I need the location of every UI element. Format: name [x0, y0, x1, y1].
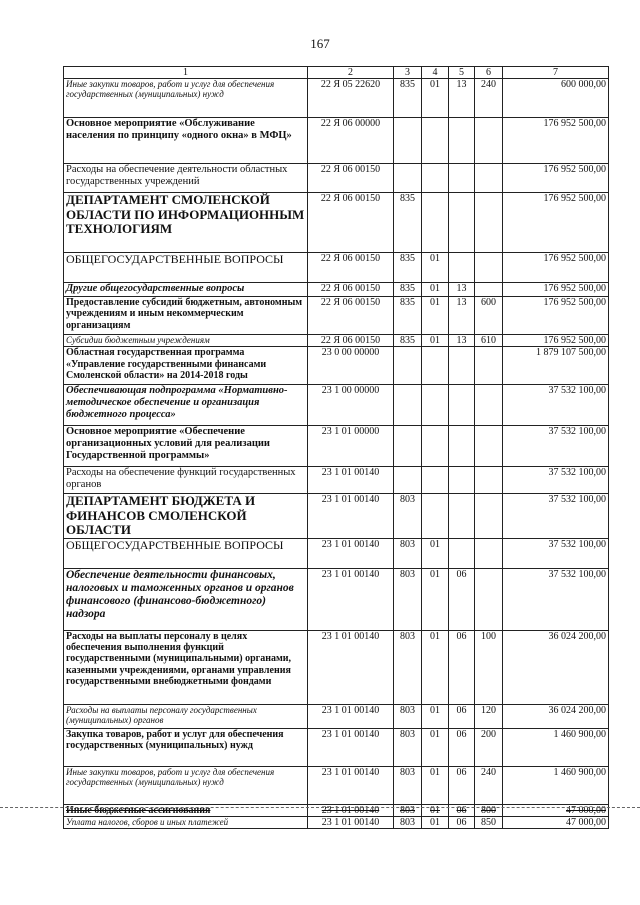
subsection-code: 06 [449, 817, 475, 829]
row-name: ОБЩЕГОСУДАРСТВЕННЫЕ ВОПРОСЫ [64, 253, 308, 283]
column-number: 3 [394, 67, 422, 79]
row-name: Расходы на выплаты персоналу государственных (муниципальных) органов [64, 705, 308, 729]
section-code [422, 118, 449, 164]
expense-type-code [475, 164, 503, 193]
section-code: 01 [422, 297, 449, 335]
amount: 37 532 100,00 [503, 494, 609, 539]
expense-type-code: 120 [475, 705, 503, 729]
target-article-code: 23 1 01 00140 [308, 467, 394, 494]
amount: 37 532 100,00 [503, 539, 609, 569]
subsection-code [449, 467, 475, 494]
admin-code: 835 [394, 79, 422, 118]
admin-code [394, 164, 422, 193]
target-article-code: 22 Я 06 00000 [308, 118, 394, 164]
budget-table-body [64, 67, 609, 829]
amount: 176 952 500,00 [503, 297, 609, 335]
section-code: 01 [422, 335, 449, 347]
row-name: Областная государственная программа «Управление государственными финансами Смоленской области» на 2014-2018 годы [64, 347, 308, 385]
admin-code: 803 [394, 767, 422, 805]
column-number-row [64, 67, 609, 79]
budget-table [63, 66, 609, 829]
admin-code: 803 [394, 494, 422, 539]
admin-code: 803 [394, 705, 422, 729]
table-row [64, 539, 609, 569]
expense-type-code: 600 [475, 297, 503, 335]
subsection-code [449, 347, 475, 385]
admin-code [394, 385, 422, 426]
expense-type-code [475, 569, 503, 631]
row-name: Предоставление субсидий бюджетным, автономным учреждениям и иным некоммерческим организациям [64, 297, 308, 335]
expense-type-code [475, 347, 503, 385]
target-article-code: 23 1 01 00140 [308, 767, 394, 805]
table-row [64, 193, 609, 253]
amount: 176 952 500,00 [503, 335, 609, 347]
section-code [422, 164, 449, 193]
row-name: Расходы на обеспечение деятельности областных государственных учреждений [64, 164, 308, 193]
target-article-code: 22 Я 06 00150 [308, 283, 394, 297]
amount: 176 952 500,00 [503, 283, 609, 297]
expense-type-code [475, 426, 503, 467]
subsection-code [449, 539, 475, 569]
section-code: 01 [422, 79, 449, 118]
target-article-code: 22 Я 05 22620 [308, 79, 394, 118]
section-code [422, 494, 449, 539]
scan-artifact-line [0, 807, 640, 808]
admin-code [394, 426, 422, 467]
table-row [64, 385, 609, 426]
amount: 176 952 500,00 [503, 164, 609, 193]
section-code: 01 [422, 631, 449, 705]
table-row [64, 494, 609, 539]
subsection-code [449, 494, 475, 539]
row-name: Иные закупки товаров, работ и услуг для обеспечения государственных (муниципальных) нужд [64, 767, 308, 805]
section-code [422, 426, 449, 467]
section-code: 01 [422, 539, 449, 569]
admin-code: 803 [394, 569, 422, 631]
section-code: 01 [422, 283, 449, 297]
subsection-code [449, 164, 475, 193]
target-article-code: 23 1 01 00140 [308, 805, 394, 817]
row-name: Основное мероприятие «Обеспечение организационных условий для реализации Государственной программы» [64, 426, 308, 467]
row-name: Иные закупки товаров, работ и услуг для обеспечения государственных (муниципальных) нужд [64, 79, 308, 118]
row-name: Обеспечивающая подпрограмма «Нормативно-методическое обеспечение и организация бюджетного процесса» [64, 385, 308, 426]
section-code [422, 347, 449, 385]
target-article-code: 23 1 00 00000 [308, 385, 394, 426]
column-number: 7 [503, 67, 609, 79]
amount: 37 532 100,00 [503, 426, 609, 467]
section-code [422, 193, 449, 253]
target-article-code: 23 1 01 00140 [308, 817, 394, 829]
table-row [64, 79, 609, 118]
amount: 47 000,00 [503, 817, 609, 829]
column-number: 1 [64, 67, 308, 79]
subsection-code: 13 [449, 79, 475, 118]
subsection-code: 06 [449, 569, 475, 631]
admin-code [394, 347, 422, 385]
expense-type-code: 100 [475, 631, 503, 705]
subsection-code [449, 426, 475, 467]
row-name: Расходы на выплаты персоналу в целях обеспечения выполнения функций государственными (муниципальными) органами, казенными учреждениями, органами управления государственными внебюджетными фондами [64, 631, 308, 705]
target-article-code: 23 1 01 00140 [308, 729, 394, 767]
table-row [64, 297, 609, 335]
target-article-code: 23 1 01 00140 [308, 631, 394, 705]
admin-code: 835 [394, 335, 422, 347]
table-row [64, 467, 609, 494]
amount: 37 532 100,00 [503, 467, 609, 494]
column-number: 2 [308, 67, 394, 79]
table-row [64, 335, 609, 347]
row-name: Иные бюджетные ассигнования [64, 805, 308, 817]
amount: 1 879 107 500,00 [503, 347, 609, 385]
section-code: 01 [422, 569, 449, 631]
table-row [64, 253, 609, 283]
target-article-code: 22 Я 06 00150 [308, 164, 394, 193]
amount: 37 532 100,00 [503, 569, 609, 631]
row-name: Расходы на обеспечение функций государственных органов [64, 467, 308, 494]
section-code: 01 [422, 767, 449, 805]
subsection-code: 06 [449, 705, 475, 729]
row-name: ДЕПАРТАМЕНТ СМОЛЕНСКОЙ ОБЛАСТИ ПО ИНФОРМАЦИОННЫМ ТЕХНОЛОГИЯМ [64, 193, 308, 253]
target-article-code: 23 1 01 00140 [308, 539, 394, 569]
row-name: Основное мероприятие «Обслуживание населения по принципу «одного окна» в МФЦ» [64, 118, 308, 164]
page-number: 167 [310, 36, 330, 51]
row-name: Закупка товаров, работ и услуг для обеспечения государственных (муниципальных) нужд [64, 729, 308, 767]
table-row [64, 164, 609, 193]
table-row [64, 569, 609, 631]
admin-code: 835 [394, 253, 422, 283]
target-article-code: 22 Я 06 00150 [308, 193, 394, 253]
row-name: Субсидии бюджетным учреждениям [64, 335, 308, 347]
amount: 1 460 900,00 [503, 767, 609, 805]
expense-type-code [475, 193, 503, 253]
section-code [422, 385, 449, 426]
expense-type-code [475, 494, 503, 539]
column-number: 6 [475, 67, 503, 79]
row-name: Обеспечение деятельности финансовых, налоговых и таможенных органов и органов финансового (финансово-бюджетного) надзора [64, 569, 308, 631]
amount: 47 000,00 [503, 805, 609, 817]
subsection-code: 13 [449, 335, 475, 347]
subsection-code [449, 253, 475, 283]
admin-code: 803 [394, 631, 422, 705]
expense-type-code [475, 253, 503, 283]
amount: 36 024 200,00 [503, 705, 609, 729]
admin-code: 835 [394, 283, 422, 297]
expense-type-code: 240 [475, 767, 503, 805]
section-code [422, 467, 449, 494]
table-row [64, 729, 609, 767]
subsection-code: 06 [449, 729, 475, 767]
subsection-code [449, 118, 475, 164]
row-name: Уплата налогов, сборов и иных платежей [64, 817, 308, 829]
row-name: Другие общегосударственные вопросы [64, 283, 308, 297]
row-name: ДЕПАРТАМЕНТ БЮДЖЕТА И ФИНАНСОВ СМОЛЕНСКОЙ ОБЛАСТИ [64, 494, 308, 539]
subsection-code: 13 [449, 297, 475, 335]
admin-code: 835 [394, 297, 422, 335]
subsection-code: 06 [449, 805, 475, 817]
subsection-code: 06 [449, 631, 475, 705]
table-row [64, 631, 609, 705]
admin-code: 803 [394, 539, 422, 569]
admin-code: 803 [394, 805, 422, 817]
section-code: 01 [422, 705, 449, 729]
expense-type-code: 850 [475, 817, 503, 829]
expense-type-code: 200 [475, 729, 503, 767]
subsection-code [449, 385, 475, 426]
target-article-code: 23 0 00 00000 [308, 347, 394, 385]
admin-code [394, 118, 422, 164]
amount: 37 532 100,00 [503, 385, 609, 426]
table-row [64, 817, 609, 829]
table-row [64, 347, 609, 385]
section-code: 01 [422, 253, 449, 283]
subsection-code [449, 193, 475, 253]
target-article-code: 22 Я 06 00150 [308, 297, 394, 335]
amount: 176 952 500,00 [503, 253, 609, 283]
target-article-code: 22 Я 06 00150 [308, 253, 394, 283]
amount: 36 024 200,00 [503, 631, 609, 705]
amount: 176 952 500,00 [503, 193, 609, 253]
subsection-code: 13 [449, 283, 475, 297]
amount: 600 000,00 [503, 79, 609, 118]
column-number: 5 [449, 67, 475, 79]
table-row [64, 705, 609, 729]
admin-code: 803 [394, 817, 422, 829]
table-row [64, 283, 609, 297]
target-article-code: 22 Я 06 00150 [308, 335, 394, 347]
target-article-code: 23 1 01 00140 [308, 494, 394, 539]
expense-type-code [475, 539, 503, 569]
subsection-code: 06 [449, 767, 475, 805]
expense-type-code: 240 [475, 79, 503, 118]
target-article-code: 23 1 01 00140 [308, 705, 394, 729]
amount: 1 460 900,00 [503, 729, 609, 767]
target-article-code: 23 1 01 00140 [308, 569, 394, 631]
column-number: 4 [422, 67, 449, 79]
section-code: 01 [422, 817, 449, 829]
expense-type-code [475, 118, 503, 164]
section-code: 01 [422, 729, 449, 767]
amount: 176 952 500,00 [503, 118, 609, 164]
expense-type-code: 610 [475, 335, 503, 347]
expense-type-code: 800 [475, 805, 503, 817]
table-row [64, 767, 609, 805]
expense-type-code [475, 283, 503, 297]
admin-code: 803 [394, 729, 422, 767]
expense-type-code [475, 467, 503, 494]
admin-code [394, 467, 422, 494]
target-article-code: 23 1 01 00000 [308, 426, 394, 467]
table-row [64, 118, 609, 164]
section-code: 01 [422, 805, 449, 817]
row-name: ОБЩЕГОСУДАРСТВЕННЫЕ ВОПРОСЫ [64, 539, 308, 569]
expense-type-code [475, 385, 503, 426]
admin-code: 835 [394, 193, 422, 253]
table-row [64, 426, 609, 467]
